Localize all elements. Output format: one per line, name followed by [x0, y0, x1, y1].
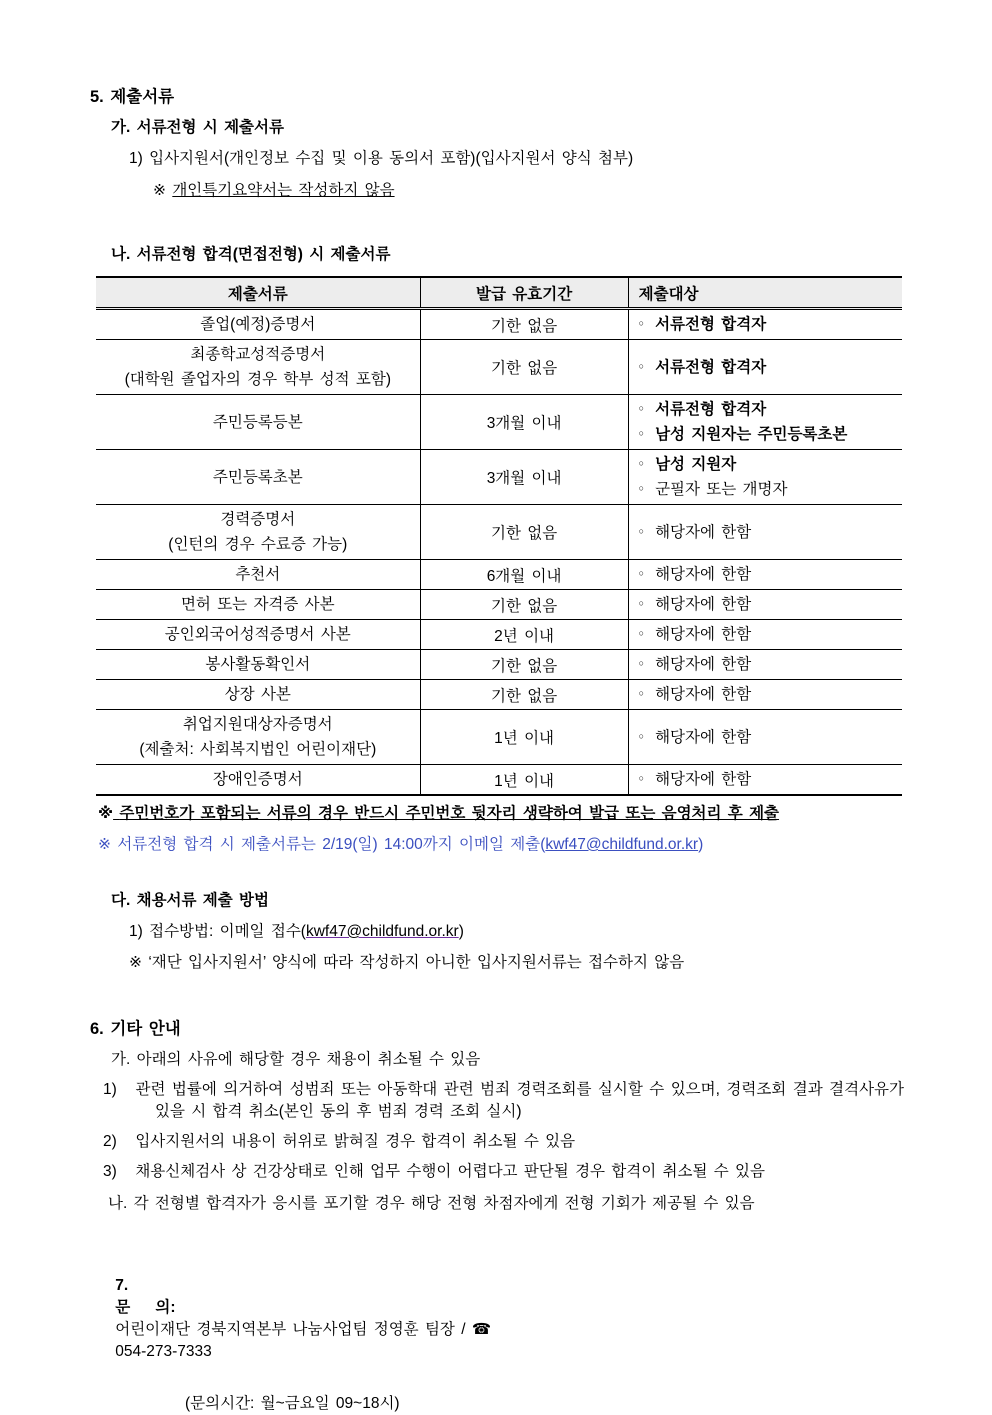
section5-title: 제출서류 [110, 88, 175, 106]
validity-cell: 6개월 이내 [420, 560, 628, 590]
section6-item3: 3) 채용신체검사 상 건강상태로 인해 업무 수행이 어렵다고 판단될 경우 합격이 취소될 수 있음 [103, 1163, 765, 1180]
section6-item3-text: 채용신체검사 상 건강상태로 인해 업무 수행이 어렵다고 판단될 경우 합격이 취소될 수 있음 [135, 1163, 765, 1180]
contact-text: 어린이재단 경북지역본부 나눔사업팀 정영훈 팀장 / [115, 1321, 472, 1338]
section5-da-label: 다. [111, 892, 131, 909]
target-text: 해당자에 한함 [655, 728, 752, 746]
section5-item1 [90, 148, 904, 170]
table-row [96, 650, 902, 680]
section5-na-title: 서류전형 합격(면접전형) 시 제출서류 [136, 246, 391, 263]
validity-cell: 기한 없음 [420, 340, 628, 395]
target-cell [628, 309, 902, 340]
section5-da-title: 채용서류 제출 방법 [136, 892, 269, 909]
section5-ga-title: 서류전형 시 제출서류 [136, 119, 284, 136]
email-link[interactable]: kwf47@childfund.or.kr [305, 923, 459, 940]
validity-cell: 2년 이내 [420, 620, 628, 650]
table-row [96, 765, 902, 796]
target-item [639, 562, 898, 587]
table-header [96, 277, 902, 309]
target-item [639, 767, 898, 792]
table-row [96, 620, 902, 650]
column-header-validity: 발급 유효기간 [420, 277, 628, 309]
circle-bullet-icon: ○ [638, 403, 645, 413]
target-item [639, 477, 898, 502]
target-item [639, 422, 898, 447]
target-cell [628, 340, 902, 395]
submission-documents-table [96, 276, 902, 796]
target-text: 해당자에 한함 [655, 686, 752, 703]
validity-cell: 3개월 이내 [420, 395, 628, 450]
email-deadline-note [98, 834, 904, 856]
reference-mark-icon: ※ [98, 836, 111, 853]
section6-item1: 1) 관련 법률에 의거하여 성범죄 또는 아동학대 관련 범죄 경력조회를 실시할 수 있으며, 경력조회 결과 결격사유가 있을 시 합격 취소(본인 동의 후 범죄 경력 조회 실시) [103, 1081, 904, 1120]
table-row [96, 505, 902, 560]
target-cell [628, 590, 902, 620]
circle-bullet-icon: ○ [638, 525, 645, 536]
table-row [96, 680, 902, 710]
target-item [639, 520, 898, 545]
table-row [96, 560, 902, 590]
table-header-row [96, 277, 902, 309]
validity-cell: 1년 이내 [420, 710, 628, 765]
validity-cell: 기한 없음 [420, 590, 628, 620]
target-cell [628, 765, 902, 796]
target-text: 해당자에 한함 [655, 523, 752, 541]
submission-method-text: 접수방법: 이메일 접수( [149, 923, 306, 940]
privacy-note-text: 주민번호가 포함되는 서류의 경우 반드시 주민번호 뒷자리 생략하여 발급 또는 음영처리 후 제출 [119, 805, 780, 822]
column-header-target: 제출대상 [628, 277, 902, 309]
section5-ga-label: 가. [111, 119, 131, 136]
target-item [639, 682, 898, 707]
target-text: 서류전형 합격자 [655, 316, 767, 333]
section7-number: 7. [115, 1277, 129, 1294]
section6-na-text: 각 전형별 합격자가 응시를 포기할 경우 해당 전형 차점자에게 전형 기회가 제공될 수 있음 [133, 1195, 755, 1212]
target-item [639, 592, 898, 617]
submission-method-item [90, 921, 904, 943]
reference-mark-icon: ※ [129, 954, 142, 971]
section6-item1-text: 관련 법률에 의거하여 성범죄 또는 아동학대 관련 범죄 경력조회를 실시할 수 있으며, 경력조회 결과 결격사유가 있을 시 합격 취소(본인 동의 후 범죄 경력 조회 실시) [135, 1081, 904, 1120]
email-link[interactable]: kwf47@childfund.or.kr [545, 836, 699, 853]
circle-bullet-icon: ○ [638, 688, 645, 698]
section5-heading [90, 86, 904, 108]
target-cell [628, 680, 902, 710]
target-text: 해당자에 한함 [655, 656, 752, 673]
table-row [96, 309, 902, 340]
target-text: 남성 지원자 [655, 456, 737, 473]
email-deadline-text: 서류전형 합격 시 제출서류는 2/19(일) 14:00까지 이메일 제출( [117, 836, 546, 853]
form-requirement-note [90, 952, 904, 974]
circle-bullet-icon: ○ [638, 598, 645, 608]
form-requirement-text: ‘재단 입사지원서’ 양식에 따라 작성하지 아니한 입사지원서류는 접수하지 않음 [148, 954, 685, 971]
section7-label: 문 의: [115, 1299, 176, 1316]
circle-bullet-icon: ○ [638, 658, 645, 668]
document-name-cell: 주민등록등본 [96, 395, 420, 450]
document-name-cell: 경력증명서 (인턴의 경우 수료증 가능) [96, 505, 420, 560]
target-cell [628, 560, 902, 590]
document-name-cell: 공인외국어성적증명서 사본 [96, 620, 420, 650]
target-cell [628, 710, 902, 765]
circle-bullet-icon: ○ [638, 428, 645, 438]
reference-mark-icon: ※ [153, 182, 166, 199]
target-cell [628, 505, 902, 560]
section6-heading [90, 1018, 904, 1040]
submission-method-marker: 1) [129, 923, 143, 940]
target-item [639, 652, 898, 677]
validity-cell: 기한 없음 [420, 505, 628, 560]
reference-mark-icon: ※ [98, 805, 114, 822]
section5-number: 5. [90, 88, 104, 106]
target-item [639, 312, 898, 337]
section7-contact [90, 1253, 904, 1385]
target-cell [628, 450, 902, 505]
circle-bullet-icon: ○ [638, 318, 645, 328]
section6-ga [90, 1049, 904, 1071]
section6-item2: 2) 입사지원서의 내용이 허위로 밝혀질 경우 합격이 취소될 수 있음 [103, 1133, 576, 1150]
target-text: 서류전형 합격자 [655, 358, 767, 376]
target-text: 해당자에 한함 [655, 566, 752, 583]
section6-item2-text: 입사지원서의 내용이 허위로 밝혀질 경우 합격이 취소될 수 있음 [135, 1133, 576, 1150]
phone-icon: ☎ [471, 1321, 492, 1338]
contact-hours: (문의시간: 월~금요일 09~18시) [185, 1395, 400, 1412]
section6-ga-text: 아래의 사유에 해당할 경우 채용이 취소될 수 있음 [136, 1051, 481, 1068]
phone-number: 054-273-7333 [115, 1343, 212, 1360]
document-name-cell: 장애인증명서 [96, 765, 420, 796]
validity-cell: 기한 없음 [420, 650, 628, 680]
target-cell [628, 650, 902, 680]
target-text: 해당자에 한함 [655, 596, 752, 613]
circle-bullet-icon: ○ [638, 730, 645, 741]
document-name-cell: 주민등록초본 [96, 450, 420, 505]
target-cell [628, 620, 902, 650]
table-row [96, 395, 902, 450]
validity-cell: 기한 없음 [420, 309, 628, 340]
table-row [96, 450, 902, 505]
document-name-cell: 봉사활동확인서 [96, 650, 420, 680]
table-row [96, 340, 902, 395]
column-header-document: 제출서류 [96, 277, 420, 309]
circle-bullet-icon: ○ [638, 628, 645, 638]
circle-bullet-icon: ○ [638, 773, 645, 783]
circle-bullet-icon: ○ [638, 568, 645, 578]
target-text: 해당자에 한함 [655, 626, 752, 643]
section5-item1-text: 입사지원서(개인정보 수집 및 이용 동의서 포함)(입사지원서 양식 첨부) [149, 150, 634, 167]
target-item [639, 725, 898, 750]
target-item [639, 397, 898, 422]
document-name-cell: 상장 사본 [96, 680, 420, 710]
table-row [96, 710, 902, 765]
section6-title: 기타 안내 [110, 1020, 181, 1038]
section6-na-label: 나. [108, 1195, 128, 1212]
document-name-cell: 졸업(예정)증명서 [96, 309, 420, 340]
section5-da-heading [90, 890, 904, 912]
section6-number: 6. [90, 1020, 104, 1038]
target-item [639, 355, 898, 380]
document-name-cell: 면허 또는 자격증 사본 [96, 590, 420, 620]
section6-na [90, 1193, 904, 1215]
target-item [639, 622, 898, 647]
validity-cell: 기한 없음 [420, 680, 628, 710]
email-deadline-close-paren: ) [698, 836, 704, 853]
target-cell [628, 395, 902, 450]
target-text: 군필자 또는 개명자 [655, 481, 788, 498]
target-item [639, 452, 898, 477]
section5-na-label: 나. [111, 246, 131, 263]
target-text: 서류전형 합격자 [655, 401, 767, 418]
circle-bullet-icon: ○ [638, 458, 645, 468]
target-text: 해당자에 한함 [655, 771, 752, 788]
privacy-note [98, 803, 904, 825]
document-name-cell: 추천서 [96, 560, 420, 590]
submission-method-close-paren: ) [458, 923, 464, 940]
document-name-cell: 최종학교성적증명서 (대학원 졸업자의 경우 학부 성적 포함) [96, 340, 420, 395]
target-text: 남성 지원자는 주민등록초본 [655, 426, 848, 443]
validity-cell: 3개월 이내 [420, 450, 628, 505]
circle-bullet-icon: ○ [638, 483, 645, 493]
section5-note-text: 개인특기요약서는 작성하지 않음 [172, 182, 395, 199]
validity-cell: 1년 이내 [420, 765, 628, 796]
document-name-cell: 취업지원대상자증명서 (제출처: 사회복지법인 어린이재단) [96, 710, 420, 765]
section5-note [90, 180, 904, 202]
section5-na-heading [90, 244, 904, 266]
table-row [96, 590, 902, 620]
submission-table-body [96, 309, 902, 796]
circle-bullet-icon: ○ [638, 360, 645, 371]
section5-item1-marker: 1) [129, 150, 143, 167]
section6-ga-label: 가. [111, 1051, 131, 1068]
section5-ga-heading [90, 117, 904, 139]
